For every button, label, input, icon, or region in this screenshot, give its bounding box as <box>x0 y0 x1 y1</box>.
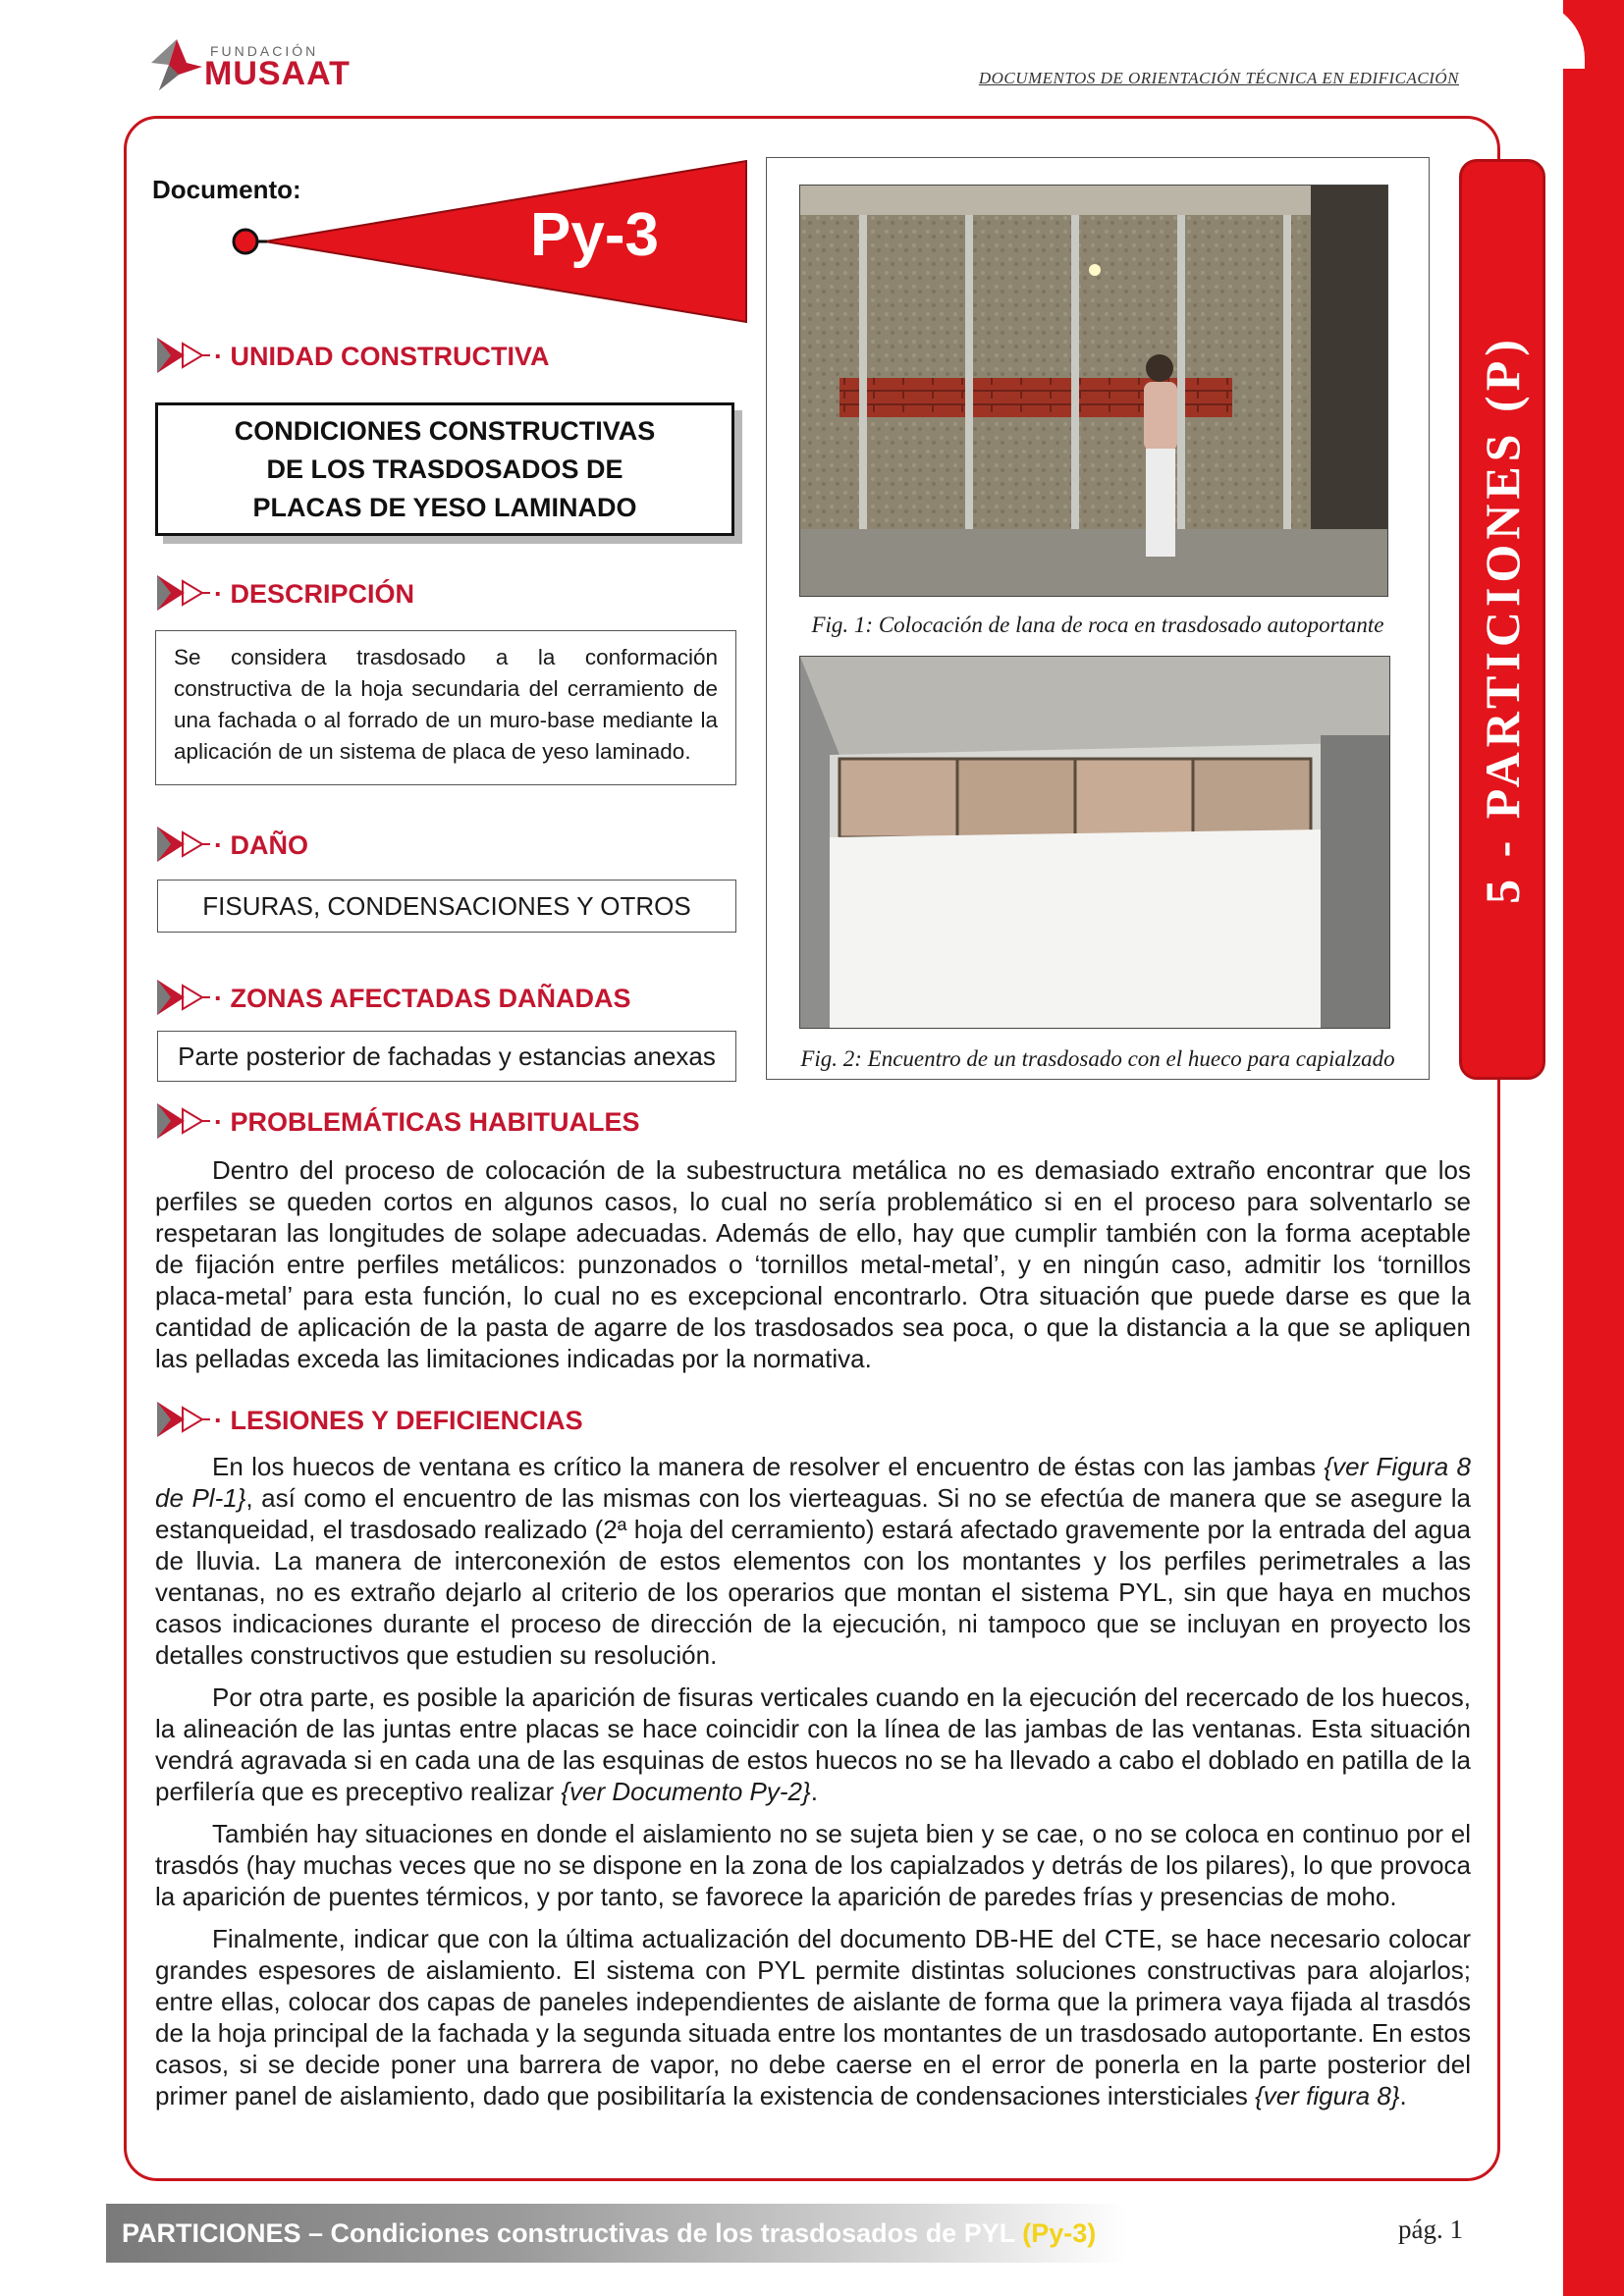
paragraph: Dentro del proceso de colocación de la subestructura metálica no es demasiado extraño encontrar que los perfiles se queden cortos en algunos casos, lo cual no sería problemático si en el proceso para solventarlo se respetaran las longitudes de solape adecuadas. Además de ello, hay que cumplir también con la forma aceptable de fijación entre perfiles metálicos: punzonados o ‘tornillos metal-metal’, y en ningún caso, admitir los ‘tornillos placa-metal’ para esta función, lo cual no es excepcional encontrarlo. Otra situación que puede darse es que la cantidad de aplicación de la pasta de agarre de los trasdosados sea poca, o que la distancia a la que se apliquen las pelladas exceda las limitaciones indicadas por la normativa. <box>155 1155 1471 1373</box>
paragraph <box>155 1682 1471 1807</box>
figure-1-photo <box>799 185 1388 597</box>
logo-star-icon <box>149 37 204 92</box>
section-title: · ZONAS AFECTADAS DAÑADAS <box>214 984 631 1013</box>
document-code: Py-3 <box>530 201 659 269</box>
section-title: · DAÑO <box>214 830 308 860</box>
paragraph-text: En los huecos de ventana es crítico la manera de resolver el encuentro de éstas con las jambas <box>212 1452 1325 1481</box>
cross-reference: {ver Figura 8 de Pl-1} <box>155 1452 1472 1513</box>
document-series-title: DOCUMENTOS DE ORIENTACIÓN TÉCNICA EN EDIFICACIÓN <box>978 69 1459 87</box>
descripcion-box: Se considera trasdosado a la conformación constructiva de la hoja secundaria del cerramiento de una fachada o al forrado de un muro-base mediante la aplicación de un sistema de placa de yeso laminado. <box>155 630 736 785</box>
document-pennant <box>228 159 750 328</box>
unidad-constructiva-text: CONDICIONES CONSTRUCTIVAS DE LOS TRASDOSADOS DE PLACAS DE YESO LAMINADO <box>234 415 656 522</box>
section-arrow-icon <box>155 336 212 375</box>
section-arrow-icon <box>155 1400 212 1439</box>
footer-title-text: PARTICIONES – Condiciones constructivas de los trasdosados de PYL <box>122 2218 1023 2248</box>
section-title: · DESCRIPCIÓN <box>214 579 415 609</box>
paragraph-text: Finalmente, indicar que con la última actualización del documento DB-HE del CTE, se hace necesario colocar grandes espesores de aislamiento. El sistema con PYL permite distintas soluciones constructivas para alojarlos; entre ellas, colocar dos capas de paneles independientes de aislante de forma que la primera vaya fijada al trasdós de la hoja principal de la fachada y la segunda situada entre los montantes de un trasdosado autoportante. En estos casos, si se decide poner una barrera de vapor, no debe caerse en el error de ponerla en la parte posterior del primer panel de aislamiento, dado que posibilitaría la existencia de condensaciones intersticiales <box>155 1924 1471 2110</box>
cross-reference: {ver figura 8} <box>1255 2081 1400 2110</box>
paragraph-text: . <box>810 1777 818 1806</box>
paragraph: También hay situaciones en donde el aislamiento no se sujeta bien y se cae, o no se coloca en continuo por el trasdós (hay muchas veces que no se dispone en la zona de los capialzados y detrás de los pilares), lo que provoca la aparición de puentes térmicos, y por tanto, se favorece la aparición de paredes frías y presencias de moho. <box>155 1819 1471 1911</box>
paragraph <box>155 1451 1471 1671</box>
musaat-logo <box>149 33 355 94</box>
section-tab <box>1459 159 1545 1080</box>
lesiones-text <box>155 1451 1471 2122</box>
right-red-band <box>1563 0 1624 2296</box>
section-arrow-icon <box>155 825 212 864</box>
paragraph-text: Por otra parte, es posible la aparición de fisuras verticales cuando en la ejecución del recercado de los huecos, la alineación de las juntas entre placas se hace coincidir con la línea de las jambas de las ventanas. Esta situación vendrá agravada si en cada una de las esquinas de estos huecos no se ha llevado a cabo el doblado en patilla de la perfilería que es preceptivo realizar <box>155 1682 1471 1806</box>
dano-box: FISURAS, CONDENSACIONES Y OTROS <box>157 880 736 933</box>
figure-1-caption: Fig. 1: Colocación de lana de roca en trasdosado autoportante <box>811 613 1384 637</box>
document-label: Documento: <box>152 175 301 204</box>
section-arrow-icon <box>155 573 212 613</box>
paragraph <box>155 1923 1471 2111</box>
problematicas-text <box>155 1154 1471 1385</box>
section-title: · PROBLEMÁTICAS HABITUALES <box>214 1107 640 1137</box>
cross-reference: {ver Documento Py-2} <box>561 1777 811 1806</box>
section-title: · LESIONES Y DEFICIENCIAS <box>214 1406 583 1435</box>
figure-2-photo <box>799 656 1390 1029</box>
unidad-constructiva-box <box>155 402 734 536</box>
figure-2-caption: Fig. 2: Encuentro de un trasdosado con el hueco para capialzado <box>800 1046 1395 1071</box>
footer-document-code: (Py-3) <box>1022 2218 1097 2248</box>
section-tab-label: 5 - PARTICIONES (P) <box>1475 335 1530 904</box>
section-arrow-icon <box>155 978 212 1017</box>
footer-title <box>122 2218 1096 2249</box>
logo-name-text: MUSAAT <box>204 55 351 92</box>
paragraph-text: . <box>1399 2081 1407 2110</box>
paragraph-text: , así como el encuentro de las mismas con los vierteaguas. Si no se efectúa de manera que se asegure la estanqueidad, el trasdosado realizado (2ª hoja del cerramiento) estará afectado gravemente por la entrada del agua de lluvia. La manera de interconexión de estos elementos con los montantes y los perfiles perimetrales a las ventanas, no es extraño dejarlo al criterio de los operarios que montan el sistema PYL, sin que haya en muchos casos indicaciones durante el proceso de dirección de la ejecución, ni tampoco que se incluyan en proyecto los detalles constructivos que estudien su resolución. <box>155 1483 1471 1670</box>
pennant-dot-icon <box>234 230 257 253</box>
logo-foundation-text: FUNDACIÓN <box>210 43 319 59</box>
page-number: pág. 1 <box>1398 2215 1463 2244</box>
zonas-box: Parte posterior de fachadas y estancias anexas <box>157 1031 736 1082</box>
section-arrow-icon <box>155 1101 212 1141</box>
section-title: · UNIDAD CONSTRUCTIVA <box>214 342 550 371</box>
